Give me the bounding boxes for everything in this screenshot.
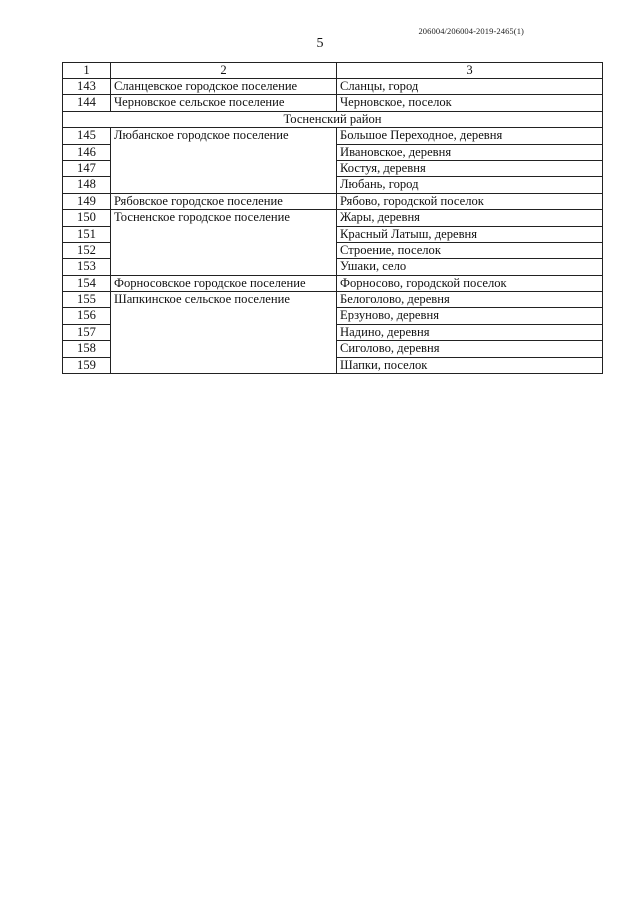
locality-name: Строение, поселок (337, 242, 603, 258)
row-number: 146 (63, 144, 111, 160)
table-header-row (63, 63, 603, 79)
table-row (63, 193, 603, 209)
district-row (63, 111, 603, 127)
row-number: 152 (63, 242, 111, 258)
row-number: 157 (63, 324, 111, 340)
settlement-name: Форносовское городское поселение (111, 275, 337, 291)
locality-name: Любань, город (337, 177, 603, 193)
settlements-table (62, 62, 603, 374)
locality-name: Большое Переходное, деревня (337, 128, 603, 144)
settlement-name: Шапкинское сельское поселение (111, 292, 337, 374)
row-number: 147 (63, 160, 111, 176)
table-row (63, 128, 603, 144)
settlement-name: Рябовское городское поселение (111, 193, 337, 209)
row-number: 155 (63, 292, 111, 308)
row-number: 156 (63, 308, 111, 324)
row-number: 145 (63, 128, 111, 144)
settlement-name: Сланцевское городское поселение (111, 79, 337, 95)
row-number: 148 (63, 177, 111, 193)
district-name: Тосненский район (63, 111, 603, 127)
locality-name: Костуя, деревня (337, 160, 603, 176)
settlement-name: Любанское городское поселение (111, 128, 337, 194)
locality-name: Форносово, городской поселок (337, 275, 603, 291)
locality-name: Рябово, городской поселок (337, 193, 603, 209)
row-number: 154 (63, 275, 111, 291)
table-row (63, 95, 603, 111)
document-id: 206004/206004-2019-2465(1) (418, 26, 524, 36)
row-number: 153 (63, 259, 111, 275)
table-row (63, 292, 603, 308)
settlement-name: Черновское сельское поселение (111, 95, 337, 111)
row-number: 151 (63, 226, 111, 242)
row-number: 158 (63, 341, 111, 357)
row-number: 150 (63, 210, 111, 226)
locality-name: Надино, деревня (337, 324, 603, 340)
locality-name: Черновское, поселок (337, 95, 603, 111)
table-row (63, 210, 603, 226)
column-header-1: 1 (63, 63, 111, 79)
locality-name: Белоголово, деревня (337, 292, 603, 308)
locality-name: Ивановское, деревня (337, 144, 603, 160)
locality-name: Сиголово, деревня (337, 341, 603, 357)
column-header-3: 3 (337, 63, 603, 79)
column-header-2: 2 (111, 63, 337, 79)
row-number: 144 (63, 95, 111, 111)
page-number: 5 (316, 36, 324, 51)
row-number: 143 (63, 79, 111, 95)
settlement-name: Тосненское городское поселение (111, 210, 337, 276)
locality-name: Ушаки, село (337, 259, 603, 275)
locality-name: Сланцы, город (337, 79, 603, 95)
table-body (63, 63, 603, 374)
row-number: 149 (63, 193, 111, 209)
table-row (63, 79, 603, 95)
locality-name: Шапки, поселок (337, 357, 603, 373)
locality-name: Красный Латыш, деревня (337, 226, 603, 242)
row-number: 159 (63, 357, 111, 373)
locality-name: Жары, деревня (337, 210, 603, 226)
locality-name: Ерзуново, деревня (337, 308, 603, 324)
table-row (63, 275, 603, 291)
